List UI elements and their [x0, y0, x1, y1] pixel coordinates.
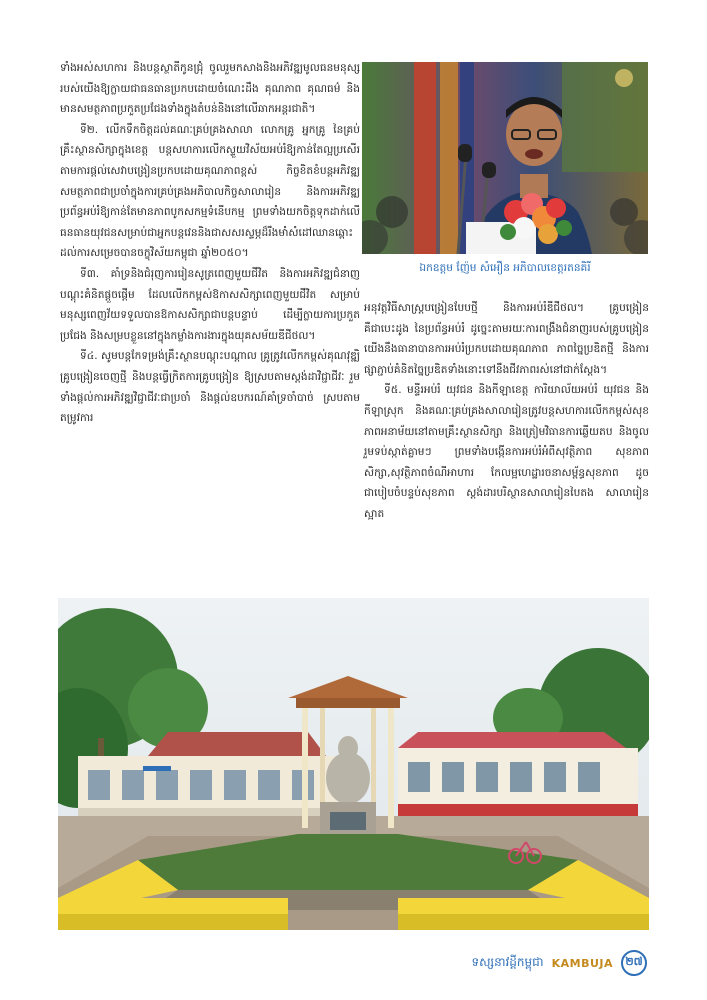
left-column — [60, 58, 360, 429]
page-footer — [471, 949, 647, 977]
paragraph: ទី៥. មន្ទីរអប់រំ យុវជន និងកីឡាខេត្ត ការិយាល័យអប់រំ យុវជន និងកីឡាស្រុក និងគណៈគ្រប់គ្រងសាលារៀនត្រូវបន្តសហការលើកកម្ពស់សុខភាពអនាម័យនៅតាមគ្រឹះស្ថានសិក្សា និងត្រៀមវិធានការឆ្លើយតប និងចូលរួមទប់ស្កាត់គ្លាមៗ ព្រមទាំងបង្កើនការអប់រំអំពីសុវត្ថិភាព សុខភាពសិក្សា,សុវត្ថិភាពចំណីអាហារ កែលម្អហេដ្ឋារចនាសម្ព័ន្ធសុខភាព ដូចជាបៀបចំបន្ទប់សុខភាព ស្តង់ដារបរិស្ថានសាលារៀនបៃតង សាលារៀនស្អាត — [364, 384, 649, 520]
governor-speech-photo — [362, 62, 648, 254]
photo-caption: ឯកឧត្តម ញ៉ែម សំអឿន អភិបាលខេត្តរតនគិរី — [419, 262, 591, 274]
brand-label: KAMBUJA — [551, 956, 613, 970]
paragraph: ទី២. លើកទឹកចិត្តដល់គណៈគ្រប់គ្រងសាលា លោកគ្រូ អ្នកគ្រូ នៃគ្រប់គ្រឹះស្ថានសិក្សាក្នុងខេត្ត បន្តសហការលើកស្ទួយវិស័យអប់រំឱ្យកាន់តែល្អប្រសើរ តាមការផ្តល់សេវាបង្រៀនប្រកបដោយគុណភាពខ្ពស់ កិច្ចខិតខំបន្តអភិវឌ្ឍសមត្ថភាពជាប្រចាំក្នុងការគ្រប់គ្រងអភិបាលកិច្ចសាលារៀន និងការអភិវឌ្ឍប្រព័ន្ធអប់រំឱ្យកាន់តែមានភាពបូកសកម្មទំនើបកម្ម ព្រមទាំងយកចិត្តទុកដាក់លើធនធានយុវជនសម្រាប់ជាអ្នកបន្តវេននិងជាសសរស្ទម្ភដ៏រឹងមាំសំដៅឈានឆ្ពោះដល់ការសម្រេចបានចក្ខុវិស័យកម្ពុជា ឆ្នាំ២០៥០។ — [60, 123, 360, 260]
school-courtyard-photo — [58, 598, 649, 930]
paragraph: ទី៤. សូមបន្តកែទម្រង់គ្រឹះស្ថានបណ្តុះបណ្តាល គ្រូត្រូវលើកកម្ពស់គុណវុឌ្ឍិគ្រូបង្រៀនចេញថ្មី និងបន្តធ្វើក្រិតការគ្រូបង្រៀន ឱ្យស្របតាមស្តង់ដាវិជ្ជាជីវៈ រួមទាំងផ្តល់ការអភិវឌ្ឍវិជ្ជាជីវៈជាប្រចាំ និងផ្តល់ឧបករណ៍គាំទ្រចាំបាច់ ស្របតាមតម្រូវការ — [60, 350, 360, 425]
paragraph: ទី៣. គាំទ្រនិងជំរុញការរៀនសូត្រពេញមួយជីវិត និងការអភិវឌ្ឍជំនាញបណ្តុះគំនិតផ្តួចផ្តើម ដែលលើកកម្ពស់ឱកាសសិក្សាពេញមួយជីវិត សម្រាប់មនុស្សពេញវ័យទទួលបានឱកាសសិក្សាជាបន្តបន្ទាប់ ដើម្បីក្លាយការប្រកួតប្រជែង និងសម្របខ្លួននៅក្នុងកម្លាំងការងារក្នុងយុគសម័យឌីជីថល។ — [60, 267, 360, 342]
page-number: ២៧ — [621, 950, 647, 976]
paragraph: ទាំងអស់សហការ និងបន្តស្ថាតីកូនជ្រុំ ចូលរួមកសាងនិងអភិវឌ្ឍមូលធនមនុស្សរបស់យើងឱ្យក្លាយជាធនធានប្រកបដោយចំណេះដឹង គុណភាព គុណធម៌ និងមានសមត្ថភាពប្រកួតប្រជែងទាំងក្នុងតំបន់និងនៅលើឆាកអន្តរជាតិ។ — [60, 62, 360, 116]
right-column — [364, 298, 649, 525]
paragraph: អនុវត្តវិធីសាស្ត្របង្រៀនបែបថ្មី និងការអប់រំឌីជីថល។ គ្រូបង្រៀនគឺជាបេះដូង នៃប្រព័ន្ធអប់រំ ដូច្នេះតាមរយៈការពង្រឹងជំនាញរបស់គ្រូបង្រៀន យើងនឹងធានាបានការអប់រំប្រកបដោយគុណភាព ភាពច្នៃប្រឌិតថ្មី និងការផ្សាភ្ជាប់គំនិតច្នៃប្រឌិតទាំងនោះទៅនឹងជីវភាពរស់នៅជាក់ស្តែង។ — [364, 302, 649, 376]
magazine-name: ទស្សនាវដ្តីកម្ពុជា — [471, 955, 544, 969]
